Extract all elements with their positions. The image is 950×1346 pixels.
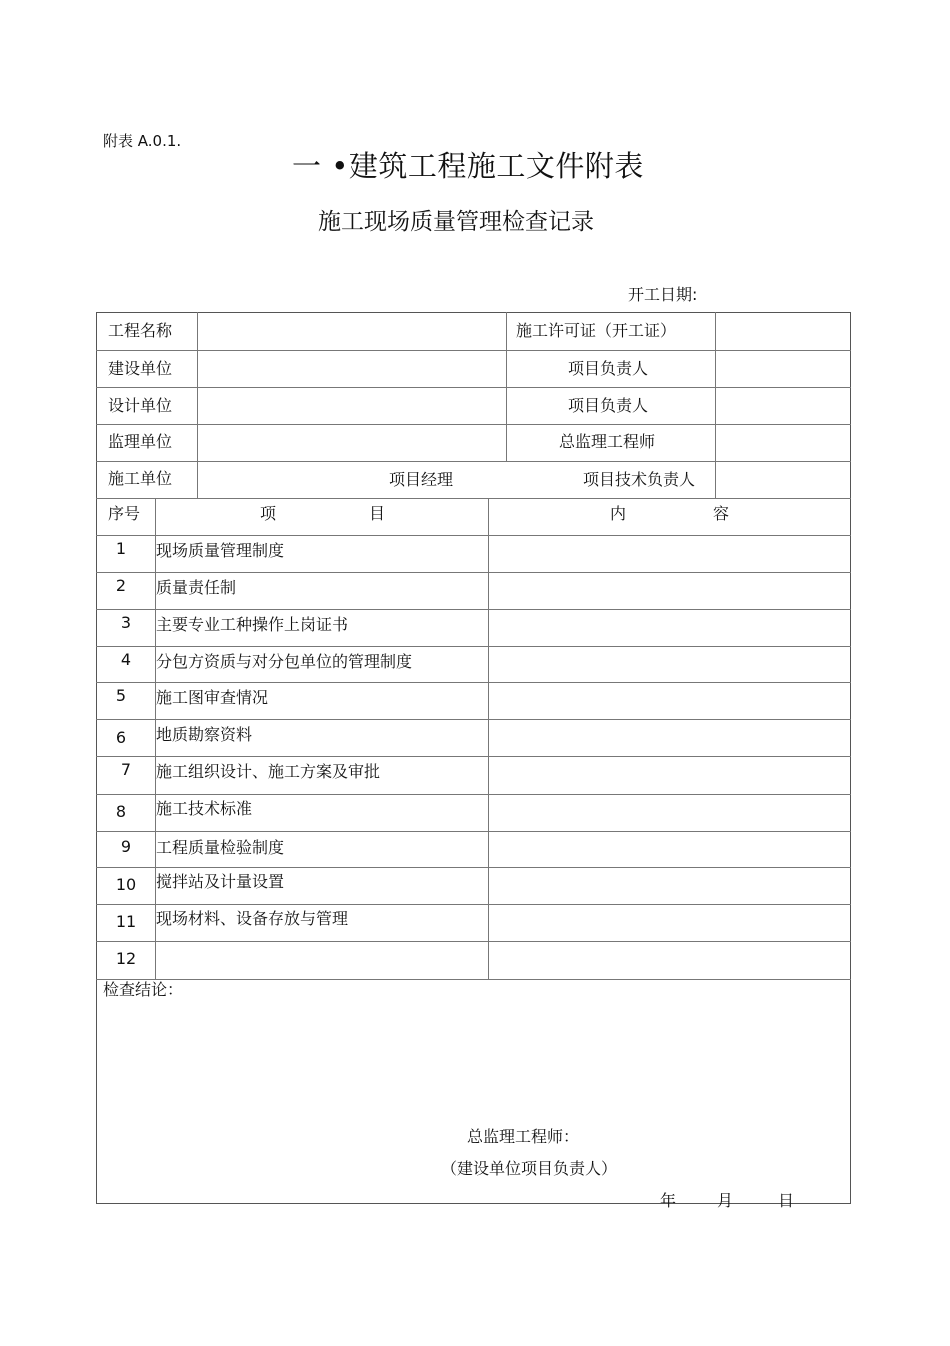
date-day: 日 [778, 1191, 795, 1210]
row-item: 地质勘察资料 [156, 725, 253, 744]
row-divider [96, 941, 851, 942]
column-header-item: 目 [369, 504, 386, 523]
row-item: 质量责任制 [156, 578, 237, 597]
column-divider [506, 312, 507, 461]
builder-label: 建设单位 [108, 359, 173, 378]
row-number: 3 [120, 613, 132, 632]
row-item: 施工图审查情况 [156, 688, 269, 707]
row-divider [96, 498, 851, 499]
row-number: 2 [115, 576, 127, 595]
project-name-label: 工程名称 [108, 321, 173, 340]
row-divider [96, 572, 851, 573]
row-divider [96, 609, 851, 610]
row-divider [96, 424, 851, 425]
row-divider [96, 646, 851, 647]
row-divider [96, 719, 851, 720]
row-number: 12 [115, 949, 137, 968]
row-item: 工程质量检验制度 [156, 838, 285, 857]
column-header-no: 序号 [108, 504, 141, 523]
row-item: 现场材料、设备存放与管理 [156, 909, 349, 928]
row-divider [96, 350, 851, 351]
row-divider [96, 387, 851, 388]
column-divider [715, 312, 716, 498]
column-header-content: 容 [713, 504, 730, 523]
row-number: 1 [115, 539, 127, 558]
column-header-item: 项 [260, 504, 277, 523]
row-item: 搅拌站及计量设置 [156, 872, 285, 891]
main-title: 一 •建筑工程施工文件附表 [292, 149, 644, 183]
date-month: 月 [717, 1191, 734, 1210]
chief-supervisor-label: 总监理工程师 [559, 432, 656, 451]
column-divider [488, 498, 489, 979]
row-number: 7 [120, 760, 132, 779]
row-item: 主要专业工种操作上岗证书 [156, 615, 349, 634]
chief-supervisor-signature-label: 总监理工程师： [467, 1127, 580, 1146]
row-divider [96, 979, 851, 980]
row-item: 现场质量管理制度 [156, 541, 285, 560]
project-manager-label: 项目经理 [389, 470, 454, 489]
row-item: 分包方资质与对分包单位的管理制度 [156, 652, 413, 671]
builder-manager-label: 项目负责人 [568, 359, 649, 378]
row-number: 4 [120, 650, 132, 669]
row-number: 5 [115, 686, 127, 705]
inspection-form-table [96, 312, 851, 1204]
row-divider [96, 535, 851, 536]
row-divider [96, 904, 851, 905]
contractor-label: 施工单位 [108, 469, 173, 488]
row-number: 10 [115, 875, 137, 894]
column-divider [197, 312, 198, 498]
row-item: 施工组织设计、施工方案及审批 [156, 762, 381, 781]
designer-manager-label: 项目负责人 [568, 396, 649, 415]
row-divider [96, 756, 851, 757]
row-divider [96, 794, 851, 795]
tech-manager-label: 项目技术负责人 [583, 470, 696, 489]
row-divider [96, 831, 851, 832]
row-number: 9 [120, 837, 132, 856]
document-code: 附表 A.0.1. [103, 132, 182, 150]
start-date-label: 开工日期: [628, 285, 698, 304]
row-number: 8 [115, 802, 127, 821]
row-item: 施工技术标准 [156, 799, 253, 818]
row-divider [96, 461, 851, 462]
supervisor-label: 监理单位 [108, 432, 173, 451]
builder-manager-signature-label: （建设单位项目负责人） [441, 1159, 618, 1178]
designer-label: 设计单位 [108, 396, 173, 415]
row-number: 11 [115, 912, 137, 931]
permit-label: 施工许可证（开工证） [516, 321, 677, 340]
date-year: 年 [660, 1191, 677, 1210]
column-header-content: 内 [610, 504, 627, 523]
row-divider [96, 867, 851, 868]
form-title: 施工现场质量管理检查记录 [318, 209, 594, 235]
row-divider [96, 682, 851, 683]
row-number: 6 [115, 728, 127, 747]
conclusion-label: 检查结论： [103, 980, 184, 999]
